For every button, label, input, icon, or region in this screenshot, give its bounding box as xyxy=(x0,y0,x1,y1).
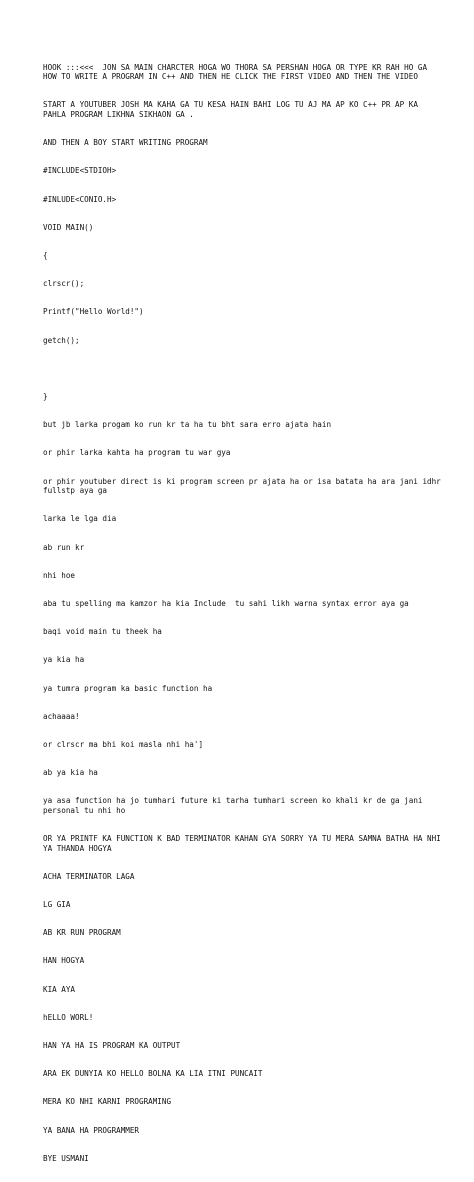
text-line: LG GIA xyxy=(43,899,71,909)
code-line: getch(); xyxy=(43,335,80,345)
text-line: BYE USMANI xyxy=(43,1153,89,1163)
text-line: HAN HOGYA xyxy=(43,956,85,966)
text-line: AB KR RUN PROGRAM xyxy=(43,928,121,938)
text-line: YA BANA HA PROGRAMMER xyxy=(43,1125,140,1135)
text-line: larka le lga dia xyxy=(43,514,117,524)
text-line: ab run kr xyxy=(43,542,85,552)
text-line: HOOK :::<<< JON SA MAIN CHARCTER HOGA WO THORA SA PERSHAN HOGA OR TYPE KR RAH HO GA HOW TO WRITE A PROGRAM IN C++ AND THEN HE CLICK THE FIRST VIDEO AND THEN THE VIDEO xyxy=(43,62,432,82)
text-line: or phir youtuber direct is ki program screen pr ajata ha or isa batata ha ara jani idhr fullstp aya ga xyxy=(43,476,446,496)
text-line: ya asa function ha jo tumhari future ki tarha tumhari screen ko khali kr de ga jani personal tu nhi ho xyxy=(43,796,428,815)
blank-line xyxy=(43,364,443,373)
text-line: or clrscr ma bhi koi masla nhi ha'] xyxy=(43,740,204,750)
text-line: nhi hoe xyxy=(43,570,76,580)
code-line: VOID MAIN() xyxy=(43,222,94,232)
text-line: KIA AYA xyxy=(43,984,76,994)
text-line: aba tu spelling ma kamzor ha kia Include tu sahi likh warna syntax error aya ga xyxy=(43,598,409,608)
text-line: OR YA PRINTF KA FUNCTION K BAD TERMINATOR KAHAN GYA SORRY YA TU MERA SAMNA BATHA HA NHI YA THANDA HOGYA xyxy=(43,834,446,853)
text-line: but jb larka progam ko run kr ta ha tu bht sara erro ajata hain xyxy=(43,420,332,430)
code-line: Printf("Hello World!") xyxy=(43,307,144,317)
code-line: #INCLUDE<STDIOH> xyxy=(43,166,117,176)
text-line: START A YOUTUBER JOSH MA KAHA GA TU KESA HAIN BAHI LOG TU AJ MA AP KO C++ PR AP KA PAHLA PROGRAM LIKHNA SIKHAON GA . xyxy=(43,100,423,119)
text-line: ab ya kia ha xyxy=(43,768,98,778)
text-line: ya tumra program ka basic function ha xyxy=(43,683,213,693)
text-line: ARA EK DUNYIA KO HELLO BOLNA KA LIA ITNI PUNCAIT xyxy=(43,1069,263,1079)
text-line: hELLO WORL! xyxy=(43,1012,94,1022)
text-line: achaaaa! xyxy=(43,711,80,721)
text-line: MERA KO NHI KARNI PROGRAMING xyxy=(43,1097,172,1107)
text-line: ACHA TERMINATOR LAGA xyxy=(43,871,135,881)
document-body xyxy=(43,44,446,1182)
code-line: #INLUDE<CONIO.H> xyxy=(43,194,117,204)
text-line: ya kia ha xyxy=(43,655,85,665)
code-line: } xyxy=(43,392,48,402)
text-line: HAN YA HA IS PROGRAM KA OUTPUT xyxy=(43,1041,181,1051)
text-line: baqi void main tu theek ha xyxy=(43,627,162,637)
text-line: or phir larka kahta ha program tu war gya xyxy=(43,448,231,458)
code-line: clrscr(); xyxy=(43,279,85,289)
code-line: { xyxy=(43,250,48,260)
text-line: AND THEN A BOY START WRITING PROGRAM xyxy=(43,138,208,148)
